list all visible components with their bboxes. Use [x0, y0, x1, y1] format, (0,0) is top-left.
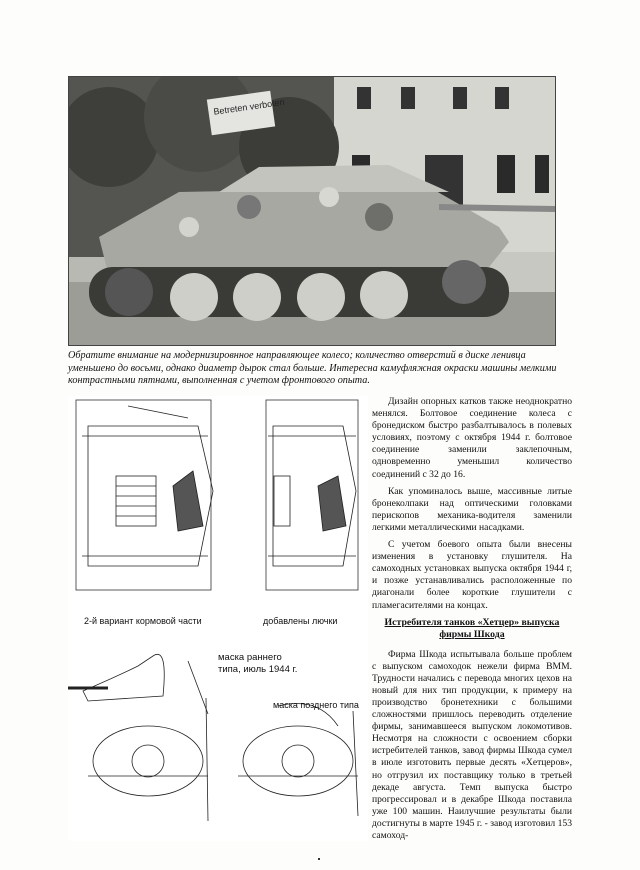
technical-drawing — [68, 396, 368, 841]
label-late-mask: маска позднего типа — [273, 700, 359, 710]
label-variant-2: 2-й вариант кормовой части — [84, 616, 202, 626]
article-column — [372, 396, 572, 847]
photo-caption: Обратите внимание на модернизировнное направляющее колесо; количество отверстий в диске ленивца уменьшено до восьми, однако диаметр дырок стал больше. Интересна камуфляжная окраски машины мелкими контрастными пятнами, выполненная с учетом фронтового опыта. — [68, 350, 557, 386]
label-hatches: добавлены лючки — [263, 616, 338, 626]
label-early-mask: маска раннего типа, июль 1944 г. — [218, 652, 298, 675]
paragraph-3: С учетом боевого опыта были внесены изменения в установку глушителя. На самоходных установках выпуска октября 1944 г, и позже устанавливались расположенные по диагонали более короткие глушители с пламегасителями на концах. — [372, 539, 572, 611]
tank-photo — [68, 76, 556, 346]
paragraph-2: Как упоминалось выше, массивные литые бронеколпаки над оптическими головками перископов механика-водителя заменили легкими металлическими насадками. — [372, 485, 572, 533]
page-mark — [318, 858, 320, 860]
paragraph-4: Фирма Шкода испытывала больше проблем с выпуском самоходок нежели фирма ВММ. Трудности начались с перевода многих цехов на новый для них тип продукции, к примеру на производство бронетехники с большими сложностями пришлось переводить отделение фирмы, занимавшееся выпуском локомотивов. Несмотря на сложности с освоением сборки истребителей танков, завод фирмы Шкода сумел в июле изготовить первые десять «Хетцеров», но отгрузил их поставщику только в третьей декаде августа. Темп выпуска быстро прогрессировал и в декабре Шкода поставила уже 100 машин. Наилучшие результаты были достигнуты в марте 1945 г. - завод изготовил 153 самоход- — [372, 648, 572, 841]
section-heading: Истребителя танков «Хетцер» выпуска фирмы Шкода — [384, 616, 560, 640]
paragraph-1: Дизайн опорных катков также неоднократно менялся. Болтовое соединение колеса с бронедиском быстро разбалтывалось в полевых условиях, поэтому с октября 1944 г. болтовое соединение заменили заклепочным, одновременно уменьшил количество соединений с 32 до 16. — [372, 396, 572, 480]
sign-text: Betreten verboten — [212, 96, 286, 117]
